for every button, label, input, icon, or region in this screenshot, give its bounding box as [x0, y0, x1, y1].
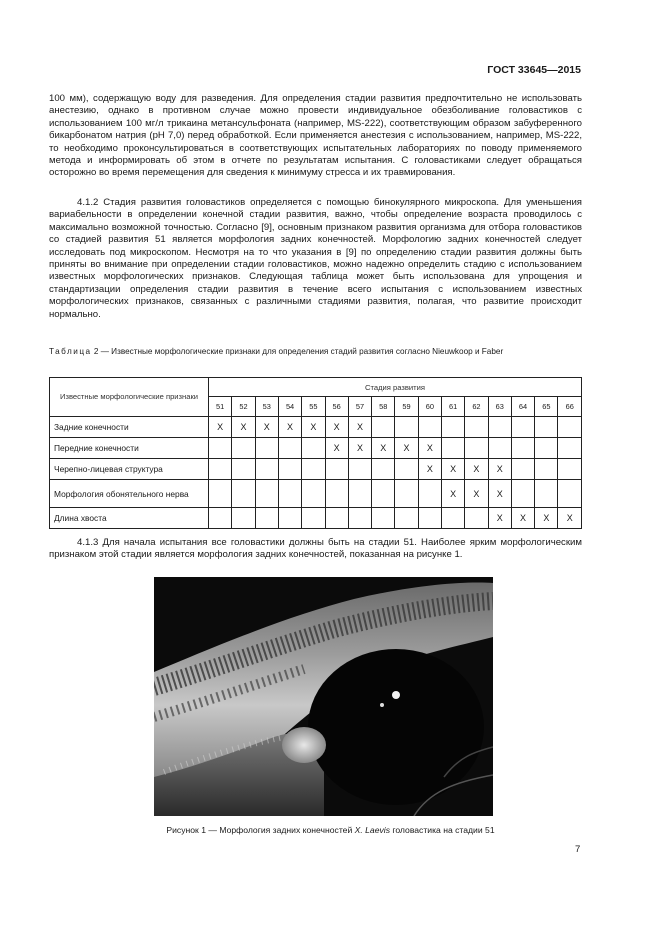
stage-mark-cell — [558, 417, 582, 438]
stage-mark-cell — [348, 459, 371, 480]
stage-mark-cell — [441, 438, 464, 459]
stage-mark-cell — [465, 438, 488, 459]
stage-mark-cell — [348, 480, 371, 508]
stage-mark-cell — [511, 459, 534, 480]
feature-cell: Задние конечности — [50, 417, 209, 438]
stage-mark-cell — [302, 459, 325, 480]
stage-mark-cell — [232, 508, 255, 529]
stage-mark-cell: X — [302, 417, 325, 438]
paragraph-2 — [49, 197, 582, 321]
feature-column-header: Известные морфологические признаки — [50, 378, 209, 417]
stage-mark-cell — [535, 438, 558, 459]
paragraph-3 — [49, 537, 582, 562]
stage-number: 56 — [325, 397, 348, 417]
stage-number: 63 — [488, 397, 511, 417]
stage-mark-cell — [325, 508, 348, 529]
stage-number: 53 — [255, 397, 278, 417]
stage-number: 55 — [302, 397, 325, 417]
stage-mark-cell: X — [232, 417, 255, 438]
stage-mark-cell — [511, 438, 534, 459]
table-body — [50, 417, 582, 529]
stage-mark-cell — [302, 508, 325, 529]
stage-mark-cell — [278, 459, 301, 480]
table-caption-text: 2 — Известные морфологические признаки для определения стадий развития согласно Nieuwkoop и Faber — [93, 347, 504, 356]
table-row — [50, 508, 582, 529]
stage-mark-cell — [535, 459, 558, 480]
stage-mark-cell: X — [535, 508, 558, 529]
stage-mark-cell — [535, 417, 558, 438]
stage-mark-cell — [325, 480, 348, 508]
stage-mark-cell — [372, 417, 395, 438]
stage-mark-cell — [348, 508, 371, 529]
stage-mark-cell — [255, 459, 278, 480]
stage-mark-cell: X — [418, 438, 441, 459]
stage-mark-cell: X — [465, 459, 488, 480]
stage-mark-cell — [395, 480, 418, 508]
stage-number: 54 — [278, 397, 301, 417]
stage-mark-cell: X — [348, 417, 371, 438]
stage-mark-cell: X — [278, 417, 301, 438]
stage-column-header: Стадия развития — [209, 378, 582, 397]
stage-mark-cell — [255, 480, 278, 508]
stage-mark-cell — [395, 508, 418, 529]
stage-mark-cell — [395, 417, 418, 438]
figure-caption — [0, 825, 661, 835]
stage-mark-cell — [372, 508, 395, 529]
stage-mark-cell — [209, 438, 232, 459]
stage-mark-cell — [278, 438, 301, 459]
table-row — [50, 438, 582, 459]
paragraph-3-text: 4.1.3 Для начала испытания все головастики должны быть на стадии 51. Наиболее ярким морфологическим признаком этой стадии является морфология задних конечностей, показанная на рисунке 1. — [49, 537, 582, 561]
stage-mark-cell — [232, 459, 255, 480]
stage-mark-cell — [418, 480, 441, 508]
stage-mark-cell: X — [209, 417, 232, 438]
stage-mark-cell: X — [488, 480, 511, 508]
table-caption — [49, 346, 582, 357]
tadpole-micrograph — [154, 577, 493, 816]
stage-mark-cell — [441, 417, 464, 438]
stage-mark-cell — [558, 438, 582, 459]
stage-mark-cell: X — [348, 438, 371, 459]
stage-mark-cell — [278, 508, 301, 529]
stage-number: 66 — [558, 397, 582, 417]
figure-caption-prefix: Рисунок 1 — Морфология задних конечностей — [166, 825, 355, 835]
stage-number: 60 — [418, 397, 441, 417]
stage-mark-cell — [465, 417, 488, 438]
stage-number: 64 — [511, 397, 534, 417]
stage-mark-cell — [255, 508, 278, 529]
stage-mark-cell — [325, 459, 348, 480]
stage-mark-cell — [372, 480, 395, 508]
stage-mark-cell: X — [255, 417, 278, 438]
stage-mark-cell: X — [441, 459, 464, 480]
feature-cell: Морфология обонятельного нерва — [50, 480, 209, 508]
table-caption-label: Таблица — [49, 347, 92, 356]
stage-mark-cell — [441, 508, 464, 529]
stage-number: 62 — [465, 397, 488, 417]
stage-mark-cell — [209, 480, 232, 508]
stage-mark-cell — [418, 417, 441, 438]
feature-cell: Длина хвоста — [50, 508, 209, 529]
stage-mark-cell: X — [418, 459, 441, 480]
table-row — [50, 459, 582, 480]
stage-number: 65 — [535, 397, 558, 417]
stage-mark-cell — [488, 417, 511, 438]
morphology-table — [49, 377, 582, 529]
paragraph-1-text: 100 мм), содержащую воду для разведения. Для определения стадии развития предпочтительно не использовать анестезию, однако в противном случае можно провести индивидуальное обезболивание головастиков с использованием 100 мг/л трикаина метансульфоната (например, MS-222), соответствующим образом забуференного бикарбонатом натрия (рН 7,0) перед обработкой. Если применяется анестезия с использованием, например, MS-222, то необходимо проконсультироваться в соответствующих испытательных лабораториях по поводу применяемого метода и информировать об этом в отчете по результатам испытания. С головастиками следует обращаться осторожно во время перемещения для сведения к минимуму стресса и их травмирования. — [49, 93, 582, 179]
table-row — [50, 480, 582, 508]
stage-mark-cell: X — [372, 438, 395, 459]
stage-mark-cell — [511, 417, 534, 438]
stage-mark-cell — [535, 480, 558, 508]
stage-mark-cell — [209, 508, 232, 529]
stage-mark-cell — [255, 438, 278, 459]
stage-mark-cell — [372, 459, 395, 480]
stage-mark-cell — [511, 480, 534, 508]
paragraph-1 — [49, 93, 582, 180]
stage-mark-cell: X — [325, 438, 348, 459]
stage-mark-cell: X — [488, 459, 511, 480]
stage-number: 61 — [441, 397, 464, 417]
stage-mark-cell: X — [395, 438, 418, 459]
stage-mark-cell — [278, 480, 301, 508]
stage-number: 51 — [209, 397, 232, 417]
standard-number: ГОСТ 33645—2015 — [487, 64, 581, 76]
stage-mark-cell: X — [465, 480, 488, 508]
stage-mark-cell — [209, 459, 232, 480]
page-number: 7 — [575, 844, 581, 855]
stage-mark-cell — [558, 459, 582, 480]
stage-mark-cell — [302, 438, 325, 459]
stage-number: 52 — [232, 397, 255, 417]
stage-mark-cell — [232, 438, 255, 459]
table-row — [50, 417, 582, 438]
stage-mark-cell: X — [325, 417, 348, 438]
feature-cell: Передние конечности — [50, 438, 209, 459]
figure-caption-species: X. Laevis — [354, 825, 390, 835]
stage-mark-cell: X — [488, 508, 511, 529]
stage-mark-cell — [488, 438, 511, 459]
stage-mark-cell: X — [558, 508, 582, 529]
stage-mark-cell: X — [441, 480, 464, 508]
stage-mark-cell — [418, 508, 441, 529]
feature-cell: Черепно-лицевая структура — [50, 459, 209, 480]
stage-mark-cell — [558, 480, 582, 508]
figure-caption-suffix: головастика на стадии 51 — [390, 825, 495, 835]
stage-mark-cell — [395, 459, 418, 480]
stage-mark-cell: X — [511, 508, 534, 529]
stage-mark-cell — [302, 480, 325, 508]
stage-mark-cell — [465, 508, 488, 529]
stage-number: 59 — [395, 397, 418, 417]
stage-number: 58 — [372, 397, 395, 417]
paragraph-2-text: 4.1.2 Стадия развития головастиков определяется с помощью бинокулярного микроскопа. Для уменьшения вариабельности в определении конечной стадии развития, важно, чтобы определение возраста проводилось с максимально возможной точностью. Согласно [9], основным признаком развития организма для отбора головастиков со стадией развития 51 является морфология задних конечностей. Морфологию задних конечностей следует исследовать под микроскопом. Несмотря на то что указания в [9] по определению стадии развития должны быть приняты во внимание при определении стадии головастиков, можно надежно определить стадию с использованием известных морфологических признаков. Следующая таблица может быть использована для упрощения и стандартизации определения стадии развития в течение всего испытания с использованием известных морфологических признаков, связанных с различными стадиями развития, полагая, что развитие происходит нормально. — [49, 197, 582, 320]
stage-number: 57 — [348, 397, 371, 417]
stage-mark-cell — [232, 480, 255, 508]
tadpole-micrograph-image — [154, 577, 493, 816]
